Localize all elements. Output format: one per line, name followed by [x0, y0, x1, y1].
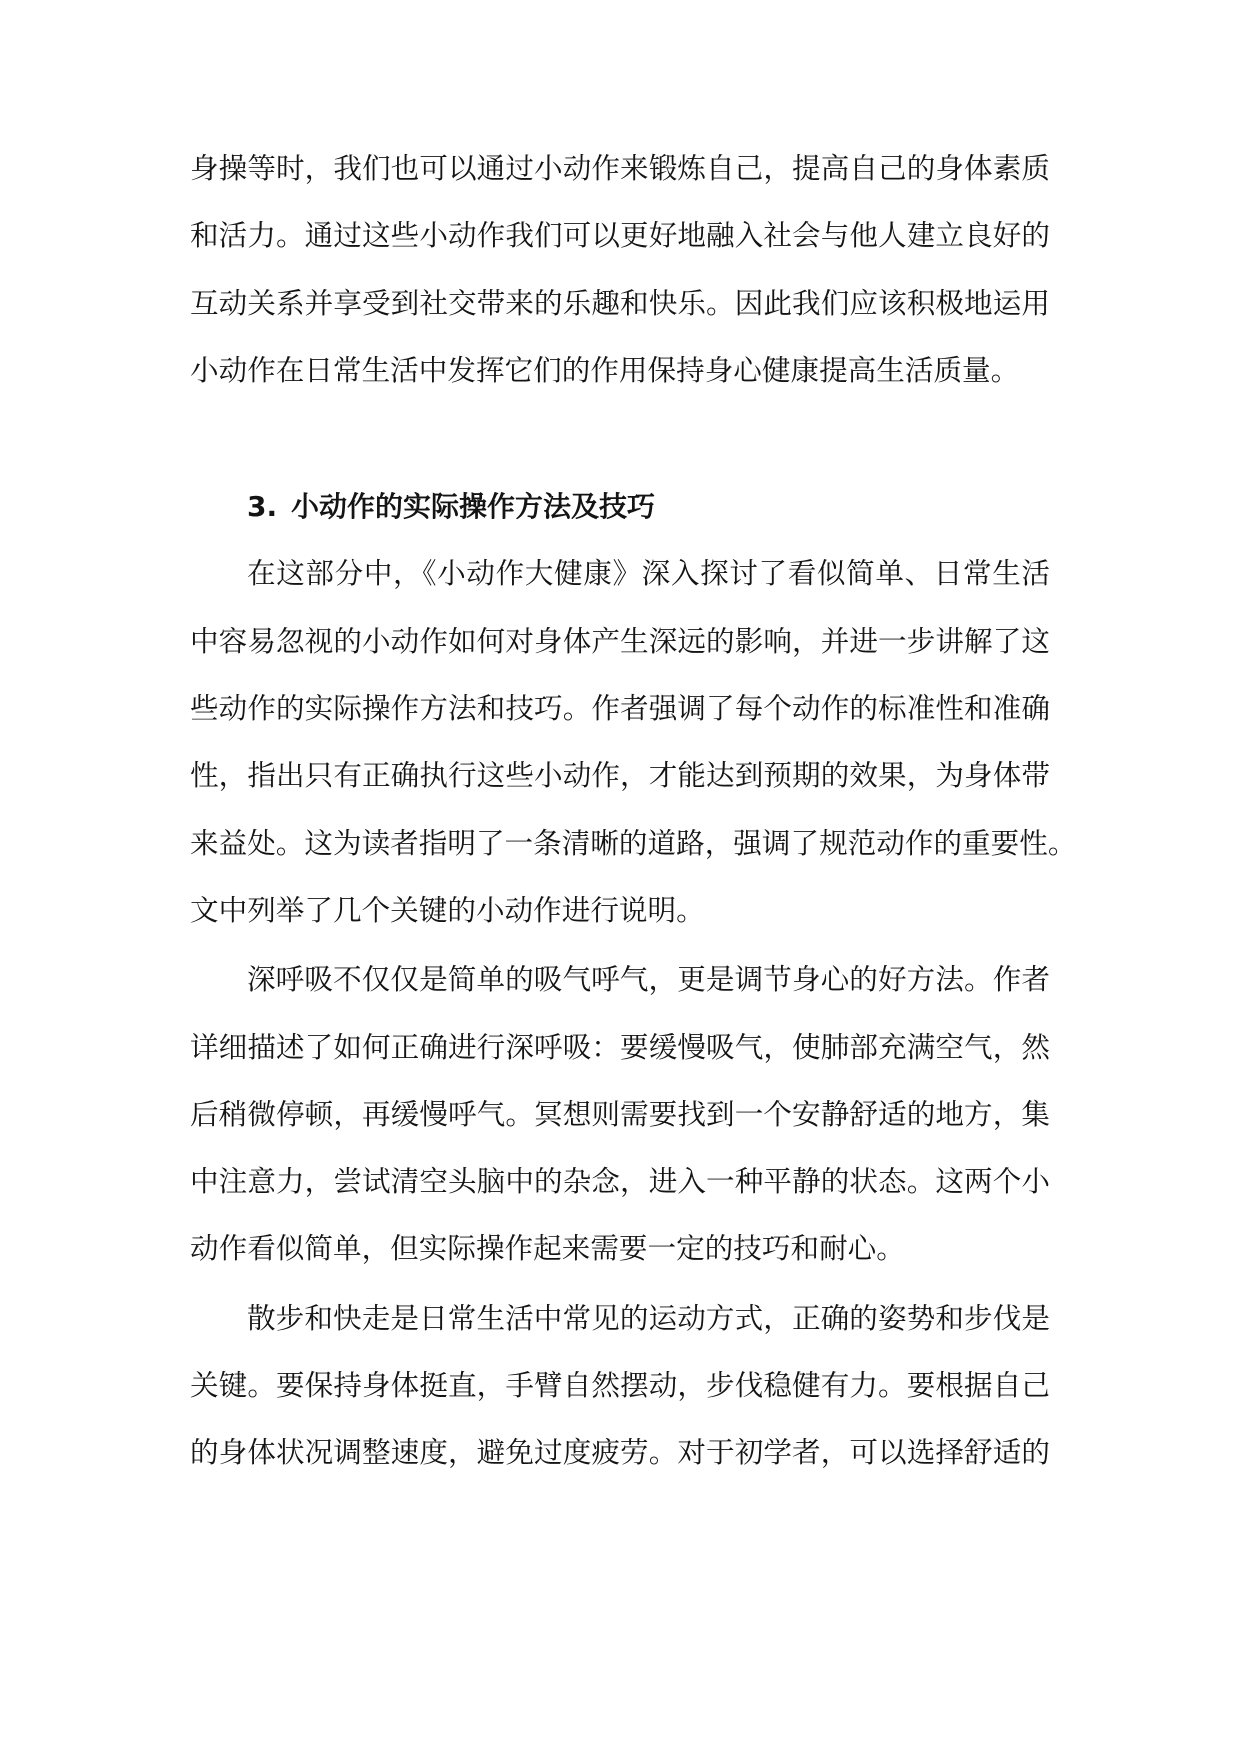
section-heading [190, 473, 1050, 540]
text-line: 动作看似简单，但实际操作起来需要一定的技巧和耐心。 [190, 1231, 905, 1266]
text-line: 互动关系并享受到社交带来的乐趣和快乐。因此我们应该积极地运用 [190, 285, 1050, 320]
section-title: 小动作的实际操作方法及技巧 [291, 490, 656, 524]
text-line: 中注意力，尝试清空头脑中的杂念，进入一种平静的状态。这两个小 [190, 1164, 1050, 1199]
paragraph-intro-continued [190, 135, 1050, 404]
text-line: 些动作的实际操作方法和技巧。作者强调了每个动作的标准性和准确 [190, 691, 1050, 726]
document-body [190, 135, 1077, 1487]
text-line: 的身体状况调整速度，避免过度疲劳。对于初学者，可以选择舒适的 [190, 1435, 1050, 1470]
paragraph-overview [190, 540, 1077, 944]
text-line: 来益处。这为读者指明了一条清晰的道路，强调了规范动作的重要性。 [190, 825, 1077, 860]
text-line: 详细描述了如何正确进行深呼吸：要缓慢吸气，使肺部充满空气，然 [190, 1029, 1050, 1064]
text-line: 深呼吸不仅仅是简单的吸气呼气，更是调节身心的好方法。作者 [247, 962, 1050, 997]
text-line: 文中列举了几个关键的小动作进行说明。 [190, 892, 705, 927]
text-line: 中容易忽视的小动作如何对身体产生深远的影响，并进一步讲解了这 [190, 623, 1050, 658]
text-line: 和活力。通过这些小动作我们可以更好地融入社会与他人建立良好的 [190, 218, 1050, 253]
text-line: 在这部分中，《小动作大健康》深入探讨了看似简单、日常生活 [247, 556, 1050, 591]
text-line: 小动作在日常生活中发挥它们的作用保持身心健康提高生活质量。 [190, 352, 1020, 387]
text-line: 后稍微停顿，再缓慢呼气。冥想则需要找到一个安静舒适的地方，集 [190, 1096, 1050, 1131]
text-line: 关键。要保持身体挺直，手臂自然摆动，步伐稳健有力。要根据自己 [190, 1368, 1050, 1403]
section-number: 3. [247, 490, 278, 524]
paragraph-walking [190, 1285, 1050, 1487]
text-line: 身操等时，我们也可以通过小动作来锻炼自己，提高自己的身体素质 [190, 151, 1050, 185]
paragraph-breathing [190, 946, 1050, 1282]
text-line: 性，指出只有正确执行这些小动作，才能达到预期的效果，为身体带 [190, 758, 1050, 793]
text-line: 散步和快走是日常生活中常见的运动方式，正确的姿势和步伐是 [247, 1300, 1050, 1335]
